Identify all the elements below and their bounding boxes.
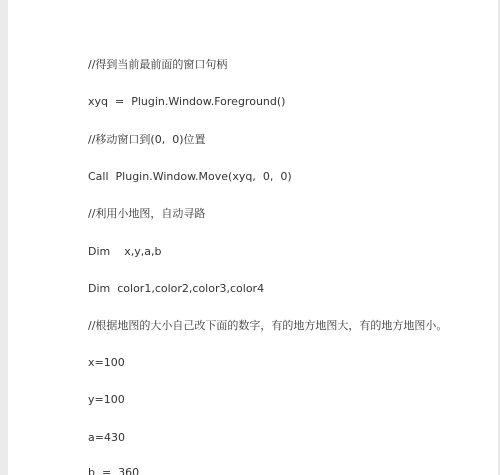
code-line-1: //得到当前最前面的窗口句柄 xyxy=(88,58,228,71)
document-page xyxy=(8,0,498,475)
code-line-4: Call Plugin.Window.Move(xyq, 0, 0) xyxy=(88,170,292,183)
code-line-12: b = 360 xyxy=(88,466,140,475)
code-line-3: //移动窗口到(0, 0)位置 xyxy=(88,133,206,146)
code-line-10: y=100 xyxy=(88,393,125,406)
code-line-7: Dim color1,color2,color3,color4 xyxy=(88,282,265,295)
code-line-6: Dim x,y,a,b xyxy=(88,245,162,258)
code-line-8: //根据地图的大小自己改下面的数字，有的地方地图大，有的地方地图小。 xyxy=(88,319,448,332)
code-line-5: //利用小地图，自动寻路 xyxy=(88,207,206,220)
code-line-2: xyq = Plugin.Window.Foreground() xyxy=(88,95,286,108)
code-line-11: a=430 xyxy=(88,431,125,444)
code-line-9: x=100 xyxy=(88,356,125,369)
